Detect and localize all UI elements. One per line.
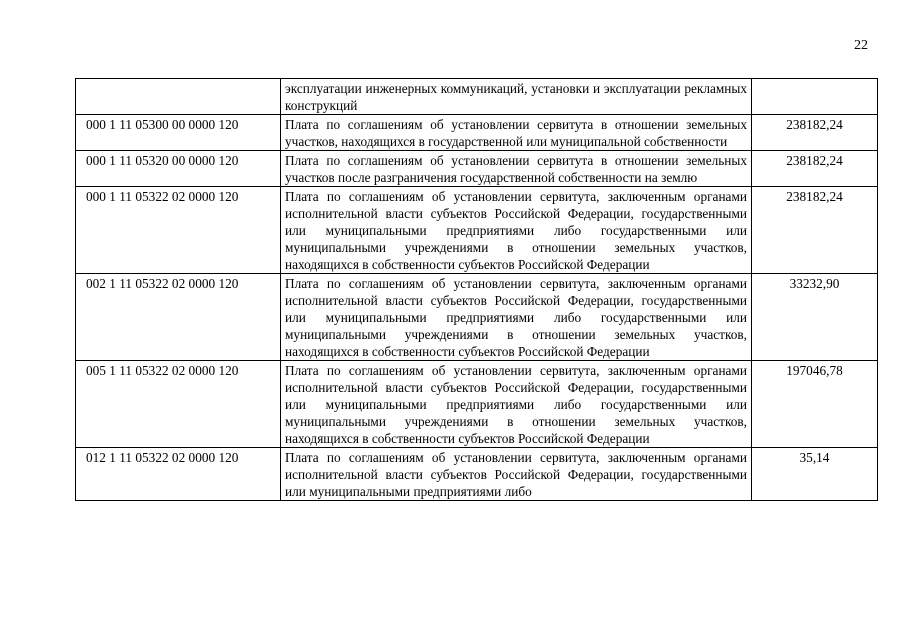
budget-code-cell: 002 1 11 05322 02 0000 120 [76, 274, 281, 361]
budget-code-cell: 000 1 11 05322 02 0000 120 [76, 187, 281, 274]
amount-cell: 33232,90 [752, 274, 878, 361]
revenue-name-cell: Плата по соглашениям об установлении сервитута, заключенным органами исполнительной власти субъектов Российской Федерации, государственными или муниципальными предприятиями либо [281, 448, 752, 501]
budget-revenue-table [75, 78, 878, 501]
amount-cell: 238182,24 [752, 151, 878, 187]
amount-cell: 35,14 [752, 448, 878, 501]
amount-cell: 238182,24 [752, 115, 878, 151]
revenue-name-cell: Плата по соглашениям об установлении сервитута в отношении земельных участков после разграничения государственной собственности на землю [281, 151, 752, 187]
budget-code-cell: 012 1 11 05322 02 0000 120 [76, 448, 281, 501]
amount-cell: 197046,78 [752, 361, 878, 448]
budget-code-cell: 000 1 11 05300 00 0000 120 [76, 115, 281, 151]
page-number: 22 [854, 38, 868, 53]
amount-cell: 238182,24 [752, 187, 878, 274]
table-row [76, 274, 878, 361]
budget-code-cell: 000 1 11 05320 00 0000 120 [76, 151, 281, 187]
table-row [76, 115, 878, 151]
table-row [76, 361, 878, 448]
table-row [76, 79, 878, 115]
budget-code-cell [76, 79, 281, 115]
revenue-name-cell: Плата по соглашениям об установлении сервитута, заключенным органами исполнительной власти субъектов Российской Федерации, государственными или муниципальными предприятиями либо государственными или муниципальными учреждениями в отношении земельных участков, находящихся в собственности субъектов Российской Федерации [281, 187, 752, 274]
revenue-name-cell: Плата по соглашениям об установлении сервитута в отношении земельных участков, находящихся в государственной или муниципальной собственности [281, 115, 752, 151]
table-row [76, 448, 878, 501]
budget-code-cell: 005 1 11 05322 02 0000 120 [76, 361, 281, 448]
revenue-name-cell: эксплуатации инженерных коммуникаций, установки и эксплуатации рекламных конструкций [281, 79, 752, 115]
revenue-name-cell: Плата по соглашениям об установлении сервитута, заключенным органами исполнительной власти субъектов Российской Федерации, государственными или муниципальными предприятиями либо государственными или муниципальными учреждениями в отношении земельных участков, находящихся в собственности субъектов Российской Федерации [281, 361, 752, 448]
table-row [76, 187, 878, 274]
amount-cell [752, 79, 878, 115]
table-row [76, 151, 878, 187]
revenue-name-cell: Плата по соглашениям об установлении сервитута, заключенным органами исполнительной власти субъектов Российской Федерации, государственными или муниципальными предприятиями либо государственными или муниципальными учреждениями в отношении земельных участков, находящихся в собственности субъектов Российской Федерации [281, 274, 752, 361]
